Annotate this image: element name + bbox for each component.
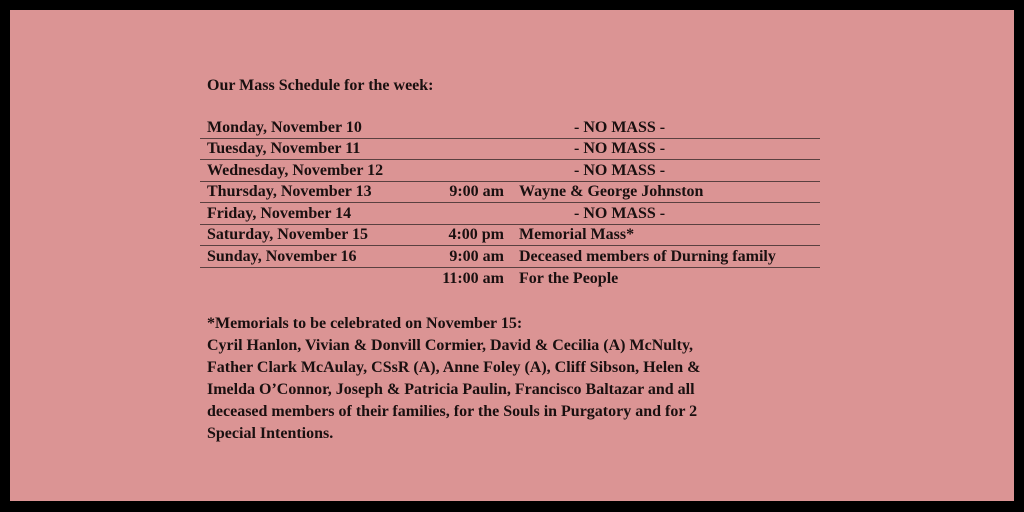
memorials-line: Imelda O’Connor, Joseph & Patricia Paulin, Francisco Baltazar and all <box>207 381 695 398</box>
memorials-heading: *Memorials to be celebrated on November 15: <box>207 315 523 332</box>
schedule-description: Wayne & George Johnston <box>519 183 704 200</box>
memorials-section <box>207 313 847 445</box>
schedule-time: 11:00 am <box>442 270 504 287</box>
mass-schedule-table <box>200 117 820 289</box>
schedule-description: Memorial Mass* <box>519 226 635 243</box>
schedule-row <box>200 160 820 182</box>
notice-content <box>207 75 847 445</box>
page-title: Our Mass Schedule for the week: <box>207 77 434 94</box>
schedule-description: - NO MASS - <box>574 204 666 222</box>
schedule-description: - NO MASS - <box>574 140 666 157</box>
schedule-description: For the People <box>519 270 619 287</box>
schedule-row <box>200 246 820 268</box>
notice-panel <box>10 10 1014 501</box>
schedule-time: 9:00 am <box>449 183 504 200</box>
schedule-day: Saturday, November 15 <box>207 226 369 243</box>
schedule-row <box>200 182 820 204</box>
schedule-day: Friday, November 14 <box>207 204 352 222</box>
memorials-line: Special Intentions. <box>207 425 334 442</box>
schedule-row <box>200 139 820 161</box>
schedule-row <box>200 203 820 225</box>
schedule-time: 9:00 am <box>449 247 504 265</box>
schedule-description: Deceased members of Durning family <box>519 247 776 265</box>
schedule-day: Tuesday, November 11 <box>207 140 361 157</box>
schedule-description: - NO MASS - <box>574 118 666 136</box>
schedule-day: Sunday, November 16 <box>207 247 357 265</box>
schedule-row <box>200 117 820 139</box>
schedule-row <box>200 268 820 290</box>
schedule-day: Monday, November 10 <box>207 118 362 136</box>
memorials-line: Cyril Hanlon, Vivian & Donvill Cormier, David & Cecilia (A) McNulty, <box>207 337 694 354</box>
schedule-day: Thursday, November 13 <box>207 183 372 200</box>
memorials-line: deceased members of their families, for the Souls in Purgatory and for 2 <box>207 403 698 420</box>
schedule-day: Wednesday, November 12 <box>207 161 384 179</box>
schedule-time: 4:00 pm <box>448 226 504 243</box>
schedule-description: - NO MASS - <box>574 161 666 179</box>
schedule-row <box>200 225 820 247</box>
memorials-line: Father Clark McAulay, CSsR (A), Anne Foley (A), Cliff Sibson, Helen & <box>207 359 701 376</box>
